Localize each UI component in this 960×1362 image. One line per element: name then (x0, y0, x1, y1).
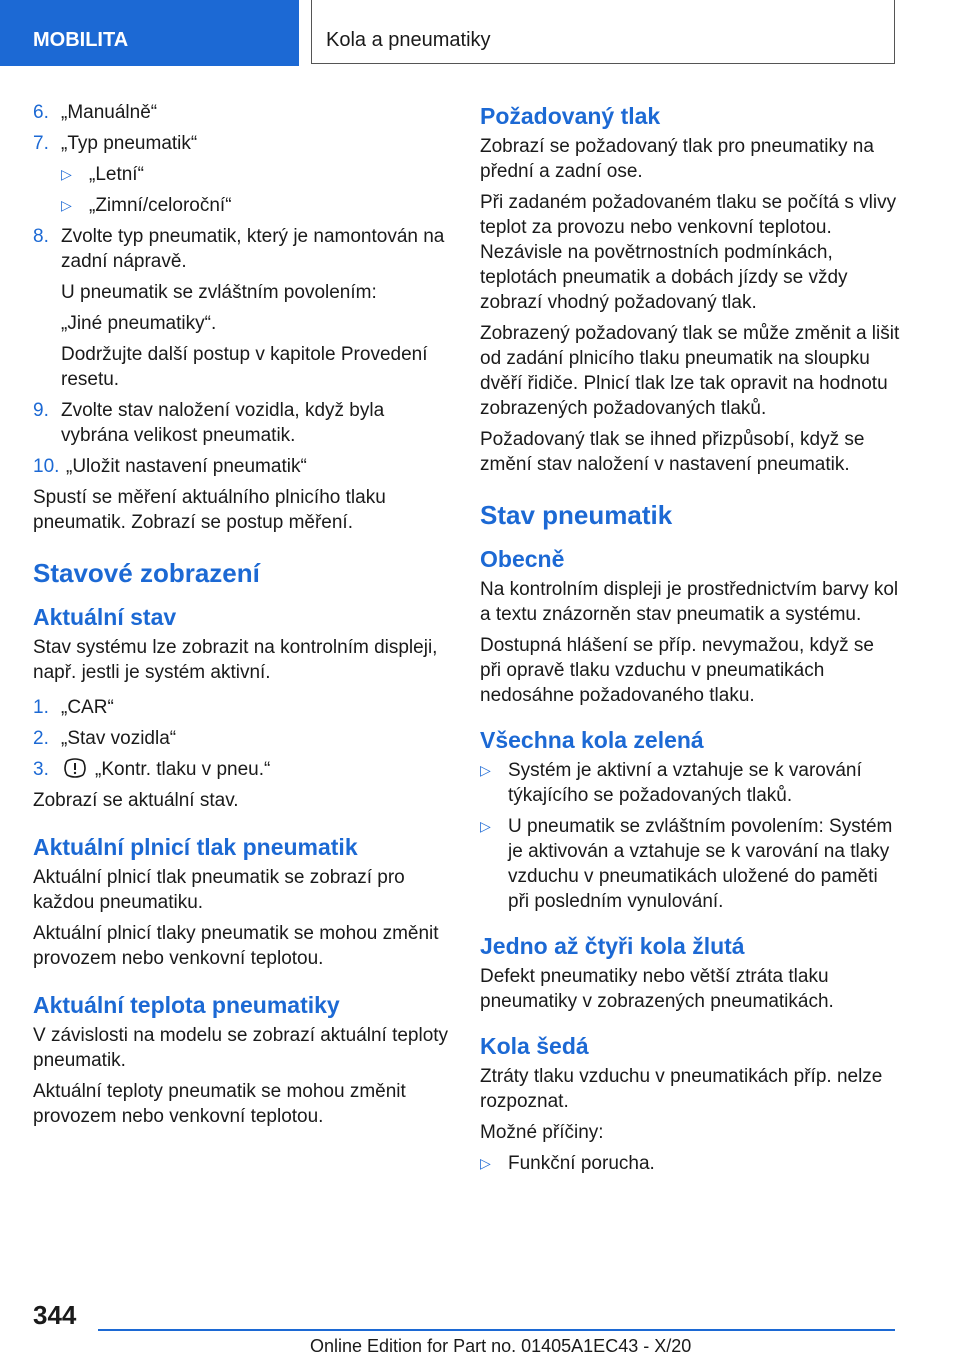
step-number: 7. (33, 133, 49, 154)
left-column (33, 100, 453, 1135)
paragraph: Defekt pneumatiky nebo větší ztráta tlaku pneumatiky v zobrazených pneumatikách. (480, 966, 834, 1012)
step-text: Zvolte typ pneumatik, který je namontován na zadní nápravě. (61, 226, 445, 272)
step-text: „Kontr. tlaku v pneu.“ (95, 759, 271, 780)
list-item (480, 1151, 900, 1176)
paragraph: Ztráty tlaku vzduchu v pneumatikách příp. nelze rozpoznat. (480, 1066, 883, 1112)
bullet-text: U pneumatik se zvláštním povolením: Systém je aktivován a vztahuje se k varování na tlaky vzduchu v pneumatikách uložené do paměti při posledním vynulování. (508, 816, 893, 912)
page-number: 344 (33, 1300, 77, 1330)
list-item (480, 814, 900, 914)
step-number: 10. (33, 456, 60, 477)
paragraph: Při zadaném požadovaném tlaku se počítá s vlivy teplot za provozu nebo venkovní teplotou. Nezávisle na povětrnostních podmínkách, teplotách pneumatik a dobách jízdy se vždy zobrazí vhodný požadovaný tlak. (480, 192, 897, 313)
step-number: 2. (33, 728, 49, 749)
paragraph: V závislosti na modelu se zobrazí aktuální teploty pneumatik. (33, 1025, 449, 1071)
triangle-bullet-icon: ▷ (480, 1155, 491, 1171)
paragraph: Aktuální plnicí tlaky pneumatik se mohou změnit provozem nebo venkovní teplotou. (33, 923, 439, 969)
subsection-heading: Kola šedá (480, 1033, 589, 1059)
step-number: 3. (33, 759, 49, 780)
list-item (33, 726, 453, 751)
list-item (33, 224, 453, 274)
list-item (33, 100, 453, 125)
triangle-bullet-icon: ▷ (61, 197, 72, 213)
subsection-heading: Obecně (480, 546, 565, 572)
paragraph: Na kontrolním displeji je prostřednictvím barvy kol a textu znázorněn stav pneumatik a systému. (480, 579, 899, 625)
bullet-text: Systém je aktivní a vztahuje se k varování týkajícího se požadovaných tlaků. (508, 760, 862, 806)
section-heading: Stav pneumatik (480, 500, 673, 530)
triangle-bullet-icon: ▷ (480, 818, 491, 834)
step-number: 8. (33, 226, 49, 247)
step-note: U pneumatik se zvláštním povolením: (61, 282, 377, 303)
subsection-heading: Jedno až čtyři kola žlutá (480, 933, 745, 959)
triangle-bullet-icon: ▷ (61, 166, 72, 182)
chapter-title: Kola a pneumatiky (311, 0, 895, 64)
triangle-bullet-icon: ▷ (480, 762, 491, 778)
list-item (33, 695, 453, 720)
step-text: Zvolte stav naložení vozidla, když byla vybrána velikost pneumatik. (61, 400, 385, 446)
list-item (33, 193, 453, 218)
step-number: 6. (33, 102, 49, 123)
step-number: 1. (33, 697, 49, 718)
subsection-heading: Aktuální plnicí tlak pneumatik (33, 834, 358, 860)
footer-edition: Online Edition for Part no. 01405A1EC43 - X/20 (310, 1336, 692, 1356)
paragraph: Spustí se měření aktuálního plnicího tlaku pneumatik. Zobrazí se postup měření. (33, 487, 386, 533)
list-item (480, 758, 900, 808)
paragraph: Zobrazí se požadovaný tlak pro pneumatiky na přední a zadní ose. (480, 136, 874, 182)
paragraph: Požadovaný tlak se ihned přizpůsobí, když se změní stav naložení v nastavení pneumatik. (480, 429, 865, 475)
subsection-heading: Všechna kola zelená (480, 727, 704, 753)
bullet-text: „Letní“ (89, 164, 144, 185)
paragraph: Zobrazený požadovaný tlak se může změnit a lišit od zadání plnicího tlaku pneumatik na sloupku dvěří řidiče. Plnicí tlak lze tak opravit na hodnotu zobrazených požadovaných tlaků. (480, 323, 900, 419)
step-text: „Typ pneumatik“ (61, 133, 198, 154)
step-text: „Uložit nastavení pneumatik“ (66, 456, 307, 477)
paragraph: Aktuální plnicí tlak pneumatik se zobrazí pro každou pneumatiku. (33, 867, 405, 913)
paragraph: Stav systému lze zobrazit na kontrolním displeji, např. jestli je systém aktivní. (33, 637, 438, 683)
bullet-text: Funkční porucha. (508, 1153, 655, 1174)
subsection-heading: Aktuální teplota pneumatiky (33, 992, 340, 1018)
list-item (33, 162, 453, 187)
step-text: „Stav vozidla“ (61, 728, 177, 749)
footer-divider (98, 1329, 895, 1331)
subsection-heading: Požadovaný tlak (480, 103, 661, 129)
list-item (33, 454, 453, 479)
step-note: „Jiné pneumatiky“. (61, 313, 217, 334)
page-header (0, 0, 960, 66)
step-text: „CAR“ (61, 697, 114, 718)
section-heading: Stavové zobrazení (33, 558, 260, 588)
right-column (480, 100, 900, 1182)
step-note: Dodržujte další postup v kapitole Provedení resetu. (61, 344, 428, 390)
tire-pressure-warning-icon (61, 757, 89, 779)
list-item (33, 757, 453, 782)
step-number: 9. (33, 400, 49, 421)
list-item (33, 398, 453, 448)
paragraph: Možné příčiny: (480, 1122, 604, 1143)
list-item (33, 131, 453, 156)
paragraph: Zobrazí se aktuální stav. (33, 790, 239, 811)
subsection-heading: Aktuální stav (33, 604, 177, 630)
paragraph: Aktuální teploty pneumatik se mohou změnit provozem nebo venkovní teplotou. (33, 1081, 406, 1127)
section-tab: MOBILITA (0, 0, 299, 66)
bullet-text: „Zimní/celoroční“ (89, 195, 232, 216)
paragraph: Dostupná hlášení se příp. nevymažou, když se při opravě tlaku vzduchu v pneumatikách nedosáhne požadovaného tlaku. (480, 635, 874, 706)
step-text: „Manuálně“ (61, 102, 158, 123)
